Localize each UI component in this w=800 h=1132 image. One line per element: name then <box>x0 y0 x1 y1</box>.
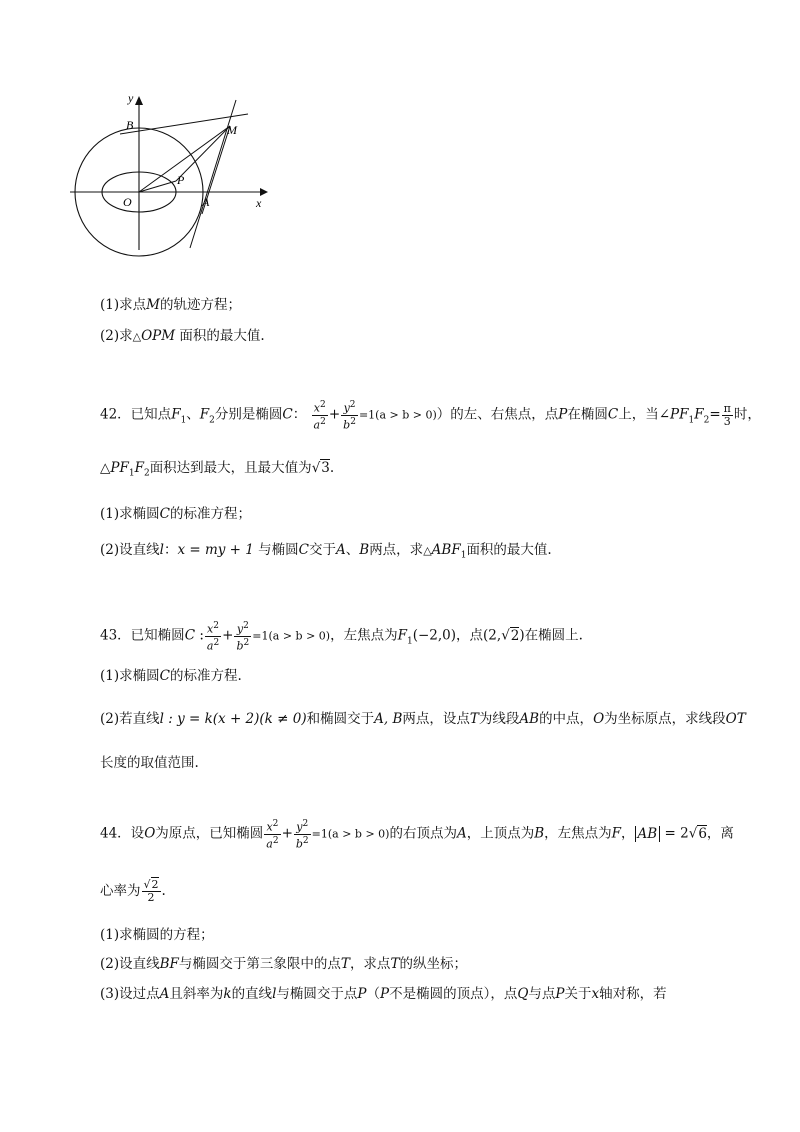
var-x: x <box>266 820 273 834</box>
text: 和椭圆交于 <box>306 711 375 727</box>
denominator: 2 <box>147 891 155 904</box>
var-C: C <box>159 506 170 522</box>
var-b: b <box>343 418 351 432</box>
text: 且斜率为 <box>169 986 224 1002</box>
text: ）的左、右焦点，点 <box>436 406 559 423</box>
text: (1)求椭圆的方程； <box>100 927 214 943</box>
var-y: y <box>296 820 303 834</box>
text: （ <box>366 986 380 1002</box>
sqrt-2: 2 <box>151 878 159 891</box>
text: ) <box>519 627 525 644</box>
var-C: C <box>282 406 293 423</box>
subscript: 1 <box>460 550 467 561</box>
var-P: P <box>379 986 390 1002</box>
q44-stem: 44．设O为原点，已知椭圆 $\frac{x^2}{a^2}$ + $\frac{y^2}{b^2}$ =1(a > b > 0)的右顶点为A，上顶点为B，左焦点为F， AB = 2√6，离 <box>100 819 734 851</box>
var-O: O <box>593 711 605 727</box>
var-x: x <box>207 622 214 636</box>
var-ABF: ABF <box>431 542 461 558</box>
var-F: F <box>171 406 181 423</box>
text: 不是椭圆的顶点），点 <box>389 986 518 1002</box>
sqrt-6: 6 <box>698 825 707 842</box>
fraction-y2-b2: $\frac{y^2}{b^2}$ <box>295 819 309 851</box>
text: 与椭圆交于第三象限中的点 <box>178 956 341 972</box>
var-y: y <box>343 401 350 415</box>
line-equation: x = my + 1 <box>177 542 254 558</box>
text: 面积达到最大，且最大值为 <box>149 460 312 476</box>
var-F: F <box>397 627 407 644</box>
text: 面积的最大值. <box>466 542 552 558</box>
var-a: a <box>206 639 214 653</box>
q41-part2 <box>100 327 265 346</box>
q42-stem-line2: $\triangle PF_1F_2$面积达到最大，且最大值为√3. <box>100 460 335 479</box>
text: (2)设直线 <box>100 542 160 558</box>
var-AB: AB <box>519 711 540 727</box>
fraction-x2-a2: $\frac{x^2}{a^2}$ <box>206 621 220 653</box>
text: (2)若直线 <box>100 711 160 727</box>
subscript: 1 <box>180 415 187 426</box>
var-T: T <box>469 711 479 727</box>
text: 的标准方程； <box>169 506 251 522</box>
text: 、 <box>186 406 200 423</box>
triangle-symbol: △ <box>100 460 111 476</box>
subscript: 2 <box>143 468 150 479</box>
text: (3)设过点 <box>100 986 160 1002</box>
var-F: F <box>199 406 210 423</box>
text: ，上顶点为 <box>466 825 535 842</box>
text: 交于 <box>309 542 337 558</box>
text: (1)求椭圆 <box>100 668 160 684</box>
denominator: 3 <box>723 414 731 428</box>
label-P: P <box>177 173 185 187</box>
q42-part2 <box>100 541 552 565</box>
text: ，求点 <box>349 956 391 972</box>
fraction-y2-b2: $\frac{y^2}{b^2}$ <box>343 400 356 432</box>
line-OM <box>139 126 230 192</box>
var-PF: PF <box>670 406 689 423</box>
q44-stem-line2 <box>100 878 166 904</box>
fraction-pi-3 <box>722 403 733 428</box>
text: 两点，设点 <box>402 711 470 727</box>
text: 在椭圆 <box>567 406 608 423</box>
var-T: T <box>390 956 400 972</box>
text: ： <box>292 406 307 423</box>
var-l: l <box>159 542 164 558</box>
q42-stem: 42．已知点$F_1$、$F_2$分别是椭圆C： $\frac{x^2}{a^2}$ + $\frac{y^2}{b^2}$ =1(a > b > 0)）的左、右焦点，点P在椭圆C上，当$\angle PF_1F_2=$ $\frac{\pi}{3}$ 时， <box>100 400 761 432</box>
x-axis-arrow <box>260 188 268 196</box>
text: 的标准方程. <box>169 668 242 684</box>
sqrt-2: 2 <box>510 627 520 644</box>
text: 为坐标原点，求线段 <box>604 711 726 727</box>
label-O: O <box>123 195 132 209</box>
condition: =1(a > b > 0) <box>252 629 331 643</box>
var-x: x <box>313 401 320 415</box>
q42-part1 <box>100 505 251 523</box>
var-C: C <box>159 668 170 684</box>
triangle-symbol: △ <box>423 544 432 557</box>
q43-part1 <box>100 667 242 685</box>
text: 的右顶点为 <box>389 825 457 842</box>
text: 时， <box>733 406 761 423</box>
line-OP <box>139 181 176 192</box>
label-A: A <box>202 195 210 209</box>
label-M: M <box>227 123 237 137</box>
var-P: P <box>555 986 565 1002</box>
text: ： <box>163 542 178 558</box>
fraction-x2-a2: $\frac{x^2}{a^2}$ <box>266 819 279 851</box>
text: 心率为 <box>100 883 141 899</box>
q41-part1 <box>100 296 241 314</box>
var-F: F <box>611 825 622 842</box>
label-B: B <box>126 118 134 132</box>
var-OPM: OPM <box>141 328 176 344</box>
var-F: F <box>694 406 704 423</box>
var-Q: Q <box>517 986 529 1002</box>
fraction-y2-b2: $\frac{y^2}{b^2}$ <box>236 621 250 653</box>
var-BF: BF <box>159 956 179 972</box>
var-A: A <box>159 986 170 1002</box>
var-B: B <box>359 542 370 558</box>
text: = 2 <box>664 825 689 842</box>
text: (2)求 <box>100 328 133 344</box>
var-a: a <box>313 418 321 432</box>
label-x: x <box>256 196 262 210</box>
var-P: P <box>558 406 568 423</box>
q43-stem: 43．已知椭圆C : $\frac{x^2}{a^2}$ + $\frac{y^2}{b^2}$ =1(a > b > 0)，左焦点为$F_1(-2,0)$，点(2,√2)在椭圆上. <box>100 621 583 653</box>
condition: =1(a > b > 0) <box>311 827 390 841</box>
question-number: 42．已知点 <box>100 406 172 423</box>
q44-part1 <box>100 926 214 944</box>
condition: =1(a > b > 0) <box>358 408 437 422</box>
focus-coords: (−2,0) <box>412 627 457 644</box>
var-P: P <box>357 986 367 1002</box>
subscript: 2 <box>209 415 215 426</box>
text: (2)设直线 <box>100 956 160 972</box>
text: 为线段 <box>478 711 520 727</box>
q43-part2-line2 <box>100 754 199 772</box>
var-PF: PF <box>110 460 129 476</box>
var-b: b <box>295 837 303 851</box>
numerator: π <box>723 401 731 415</box>
text: (1)求点 <box>100 297 147 313</box>
text: = <box>709 406 721 423</box>
sqrt-3: 3 <box>321 460 330 476</box>
point-coords: (2, <box>483 627 502 644</box>
triangle-symbol: △ <box>132 330 142 343</box>
var-y: y <box>236 622 244 636</box>
var-O: O <box>144 825 156 842</box>
text: 轴对称，若 <box>599 986 667 1002</box>
fraction-sqrt2-2: $\frac{√2}{2}$ <box>143 878 159 904</box>
var-l: l <box>272 986 277 1002</box>
text: 关于 <box>564 986 592 1002</box>
q44-part2 <box>100 955 467 973</box>
line-equation: l : y = k(x + 2)(k ≠ 0) <box>159 711 307 727</box>
question-number: 43．已知椭圆 <box>100 627 185 644</box>
var-T: T <box>340 956 350 972</box>
var-A: A <box>456 825 467 842</box>
var-x: x <box>591 986 600 1002</box>
q43-part2 <box>100 710 746 728</box>
text: : <box>195 627 204 644</box>
var-a: a <box>266 837 273 851</box>
var-C: C <box>298 542 310 558</box>
question-number: 44．设 <box>100 825 145 842</box>
subscript: 2 <box>703 415 710 426</box>
abs-AB: AB <box>635 826 661 842</box>
var-OT: OT <box>725 711 746 727</box>
text: ，左焦点为 <box>544 825 612 842</box>
text: ，离 <box>706 825 734 842</box>
var-F: F <box>134 460 144 476</box>
text: 与椭圆 <box>253 542 299 558</box>
text: 与椭圆交于点 <box>276 986 358 1002</box>
text: 分别是椭圆 <box>214 406 283 423</box>
text: . <box>329 460 335 476</box>
var-C: C <box>607 406 619 423</box>
text: ，点 <box>456 627 484 644</box>
label-y: y <box>128 91 134 105</box>
text: ， <box>621 825 635 842</box>
geometry-figure <box>70 88 280 258</box>
text: 面积的最大值. <box>175 328 265 344</box>
text: 与点 <box>528 986 556 1002</box>
text: 的纵坐标； <box>399 956 467 972</box>
text: 为原点，已知椭圆 <box>155 825 264 842</box>
text: 在椭圆上. <box>524 627 583 644</box>
text: 、 <box>345 542 360 558</box>
text: 的轨迹方程； <box>159 297 241 313</box>
var-k: k <box>223 986 232 1002</box>
text: 上，当∠ <box>618 406 671 423</box>
q44-part3 <box>100 985 667 1003</box>
text: ，左焦点为 <box>330 627 398 644</box>
subscript: 1 <box>128 468 135 479</box>
text: 两点，求 <box>369 542 424 558</box>
var-C: C <box>184 627 196 644</box>
subscript: 1 <box>688 415 695 426</box>
var-b: b <box>236 639 244 653</box>
var-M: M <box>146 297 160 313</box>
fraction-x2-a2: $\frac{x^2}{a^2}$ <box>313 400 326 432</box>
var-A: A <box>336 542 346 558</box>
text: 的中点， <box>539 711 594 727</box>
text: . <box>161 883 166 899</box>
y-axis-arrow <box>135 96 143 105</box>
var-AB: A, B <box>374 711 403 727</box>
subscript: 1 <box>406 636 413 647</box>
circle-ellipse-diagram <box>70 88 280 258</box>
text: 长度的取值范围. <box>100 755 199 771</box>
var-B: B <box>534 825 545 842</box>
text: (1)求椭圆 <box>100 506 160 522</box>
text: 的直线 <box>231 986 273 1002</box>
